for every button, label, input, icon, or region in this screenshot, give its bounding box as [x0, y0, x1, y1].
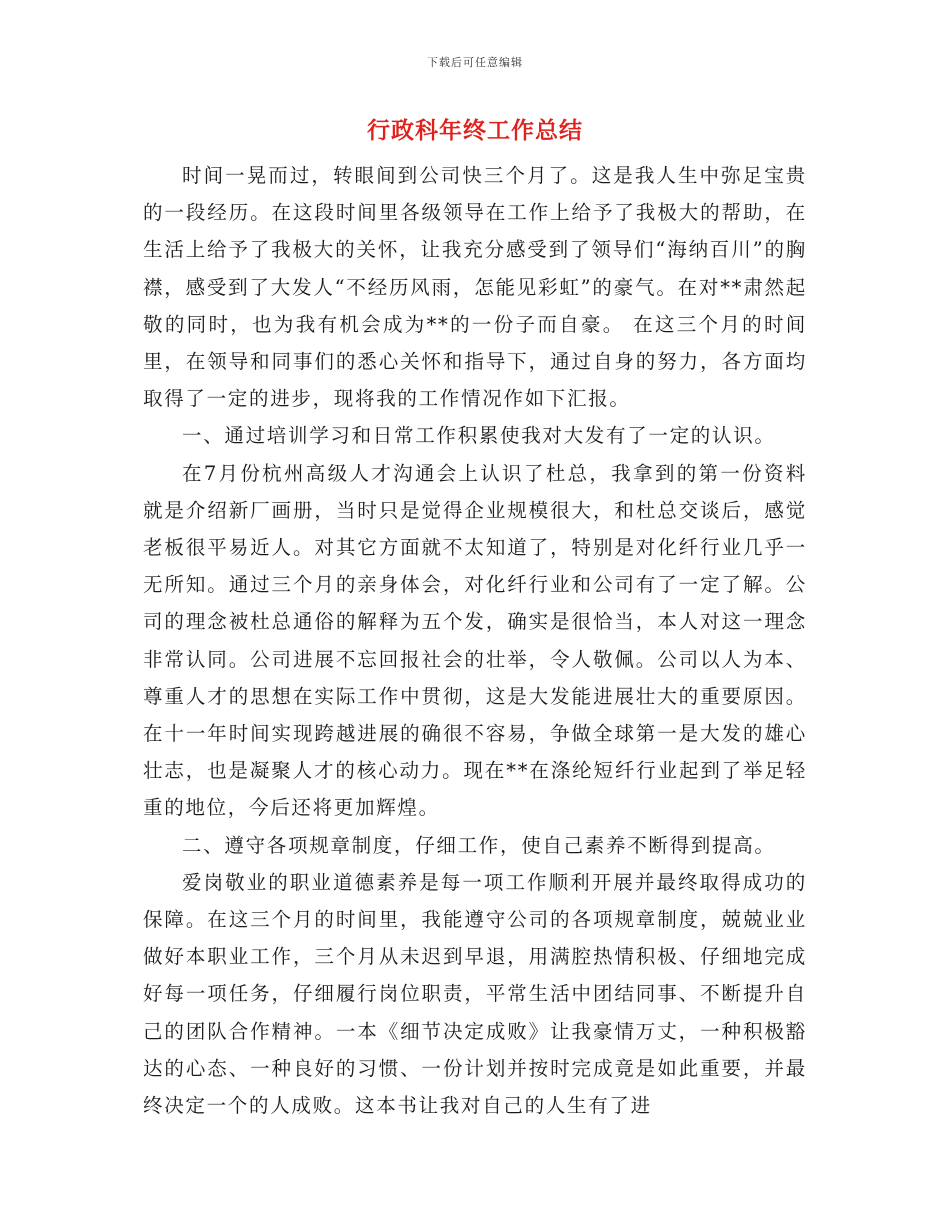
- section-heading-1: 一、通过培训学习和日常工作积累使我对大发有了一定的认识。: [182, 424, 776, 448]
- header-note: 下载后可任意编辑: [427, 56, 523, 69]
- document-title: 行政科年终工作总结: [367, 117, 583, 144]
- paragraph-intro: 时间一晃而过，转眼间到公司快三个月了。这是我人生中弥足宝贵的一段经历。在这段时间里各级领导在工作上给予了我极大的帮助，在生活上给予了我极大的关怀，让我充分感受到了领导们“海纳百川”的胸襟，感受到了大发人“不经历风雨，怎能见彩虹”的豪气。在对**肃然起敬的同时，也为我有机会成为**的一份子而自豪。 在这三个月的时间里，在领导和同事们的悉心关怀和指导下，通过自身的努力，各方面均取得了一定的进步，现将我的工作情况作如下汇报。: [143, 164, 807, 411]
- document-body: [143, 157, 807, 1124]
- section-heading-2: 二、遵守各项规章制度，仔细工作，使自己素养不断得到提高。: [182, 833, 776, 857]
- paragraph-section-2: 爱岗敬业的职业道德素养是每一项工作顺利开展并最终取得成功的保障。在这三个月的时间里，我能遵守公司的各项规章制度，兢兢业业做好本职业工作，三个月从未迟到早退，用满腔热情积极、仔细地完成好每一项任务，仔细履行岗位职责，平常生活中团结同事、不断提升自己的团队合作精神。一本《细节决定成败》让我豪情万丈，一种积极豁达的心态、一种良好的习惯、一份计划并按时完成竟是如此重要，并最终决定一个的人成败。这本书让我对自己的人生有了进: [143, 870, 807, 1118]
- paragraph-section-1: 在7月份杭州高级人才沟通会上认识了杜总，我拿到的第一份资料就是介绍新厂画册，当时只是觉得企业规模很大，和杜总交谈后，感觉老板很平易近人。对其它方面就不太知道了，特别是对化纤行业几乎一无所知。通过三个月的亲身体会，对化纤行业和公司有了一定了解。公司的理念被杜总通俗的解释为五个发，确实是很恰当，本人对这一理念非常认同。公司进展不忘回报社会的壮举，令人敬佩。公司以人为本、尊重人才的思想在实际工作中贯彻，这是大发能进展壮大的重要原因。在十一年时间实现跨越进展的确很不容易，争做全球第一是大发的雄心壮志，也是凝聚人才的核心动力。现在**在涤纶短纤行业起到了举足轻重的地位，今后还将更加辉煌。: [143, 461, 807, 820]
